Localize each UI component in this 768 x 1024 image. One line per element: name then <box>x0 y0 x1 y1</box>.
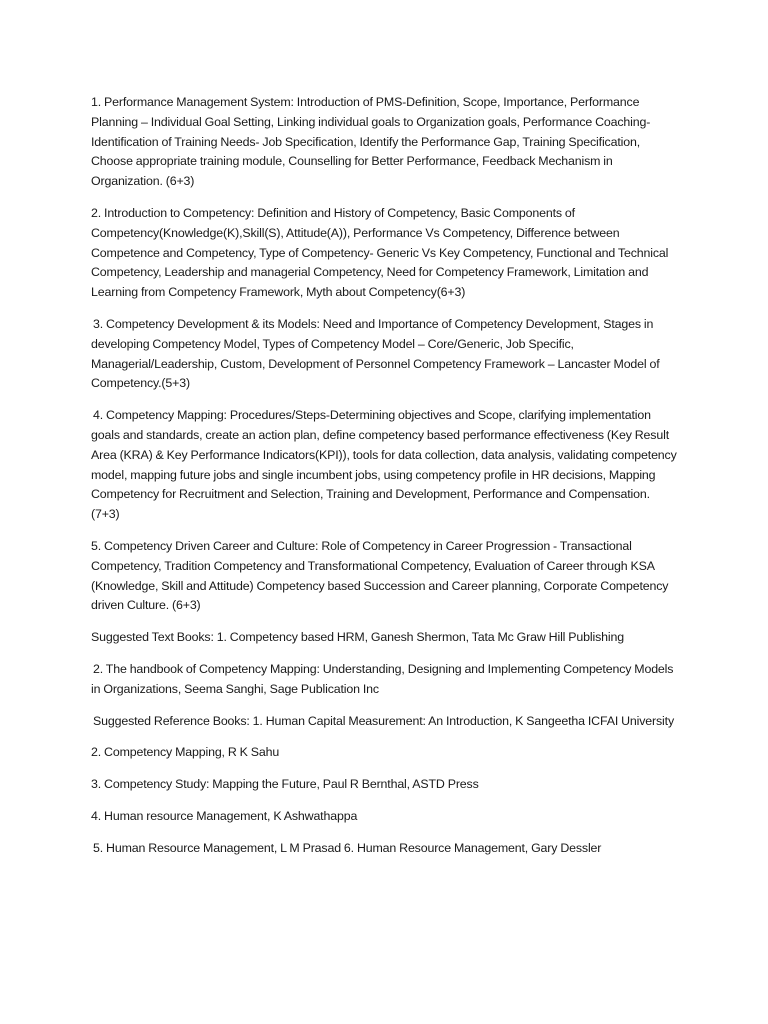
document-page <box>91 93 681 871</box>
reference-book-4: 4. Human resource Management, K Ashwathappa <box>91 808 358 823</box>
unit-1-paragraph: 1. Performance Management System: Introduction of PMS-Definition, Scope, Importance, Performance Planning – Individual Goal Setting, Linking individual goals to Organization goals, Performance Coaching-Identification of Training Needs- Job Specification, Identify the Performance Gap, Training Specification, Choose appropriate training module, Counselling for Better Performance, Feedback Mechanism in Organization. (6+3) <box>91 95 651 189</box>
reference-book-2: 2. Competency Mapping, R K Sahu <box>91 745 280 760</box>
reference-book-3: 3. Competency Study: Mapping the Future, Paul R Bernthal, ASTD Press <box>91 777 479 792</box>
suggested-text-books: Suggested Text Books: 1. Competency based HRM, Ganesh Shermon, Tata Mc Graw Hill Publishing <box>91 630 624 645</box>
text-book-2: 2. The handbook of Competency Mapping: Understanding, Designing and Implementing Competency Models in Organizations, Seema Sanghi, Sage Publication Inc <box>91 661 674 696</box>
unit-3-paragraph: 3. Competency Development & its Models: Need and Importance of Competency Development, Stages in developing Competency Model, Types of Competency Model – Core/Generic, Job Specific, Managerial/Leadership, Custom, Development of Personnel Competency Framework – Lancaster Model of Competency.(5+3) <box>91 316 660 391</box>
unit-4-paragraph: 4. Competency Mapping: Procedures/Steps-Determining objectives and Scope, clarifying implementation goals and standards, create an action plan, define competency based performance effectiveness (Key Result Area (KRA) & Key Performance Indicators(KPI)), tools for data collection, data analysis, validating competency model, mapping future jobs and single incumbent jobs, using competency profile in HR decisions, Mapping Competency for Recruitment and Selection, Training and Development, Performance and Compensation. (7+3) <box>91 408 677 522</box>
reference-book-5-6: 5. Human Resource Management, L M Prasad 6. Human Resource Management, Gary Dessler <box>93 840 602 855</box>
unit-2-paragraph: 2. Introduction to Competency: Definition and History of Competency, Basic Components of Competency(Knowledge(K),Skill(S), Attitude(A)), Performance Vs Competency, Difference between Competence and Competency, Type of Competency- Generic Vs Key Competency, Functional and Technical Competency, Leadership and managerial Competency, Need for Competency Framework, Limitation and Learning from Competency Framework, Myth about Competency(6+3) <box>91 205 669 300</box>
unit-5-paragraph: 5. Competency Driven Career and Culture: Role of Competency in Career Progression - Transactional Competency, Tradition Competency and Transformational Competency, Evaluation of Career through KSA (Knowledge, Skill and Attitude) Competency based Succession and Career planning, Corporate Competency driven Culture. (6+3) <box>91 538 669 613</box>
suggested-reference-books: Suggested Reference Books: 1. Human Capital Measurement: An Introduction, K Sangeetha ICFAI University <box>93 713 674 728</box>
